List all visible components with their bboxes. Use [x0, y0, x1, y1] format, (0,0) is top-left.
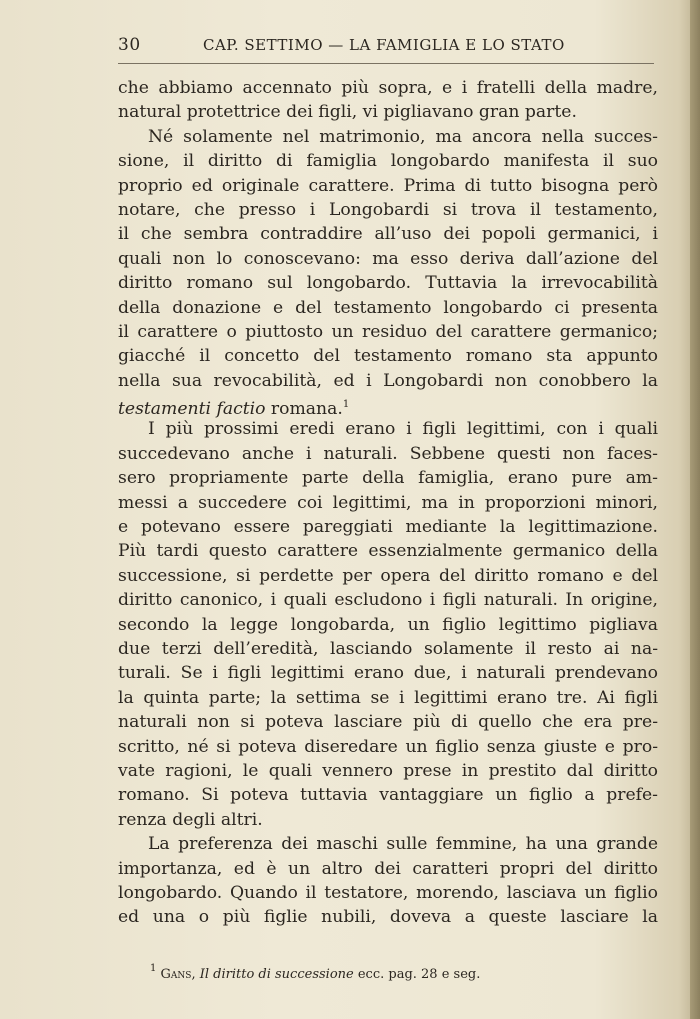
text-line: I più prossimi eredi erano i figli legittimi, con i quali	[148, 419, 658, 440]
text-line: messi a succedere coi legittimi, ma in proporzioni minori,	[118, 492, 658, 513]
text-line: proprio ed originale carattere. Prima di tutto bisogna però	[118, 175, 658, 196]
footnote-marker: 1	[150, 963, 157, 974]
footnote	[150, 963, 630, 982]
footnote-rest: ecc. pag. 28 e seg.	[357, 967, 481, 982]
text-line: ed una o più figlie nubili, doveva a queste lasciare la	[118, 907, 658, 928]
text-line-with-note	[118, 393, 658, 420]
text-line: importanza, ed è un altro dei caratteri propri del diritto	[118, 858, 658, 879]
page-edge	[690, 0, 700, 1019]
text-line: romano. Si poteva tuttavia vantaggiare un figlio a prefe-	[118, 785, 658, 806]
text-line: che abbiamo accennato più sopra, e i fratelli della madre,	[118, 78, 658, 98]
text-line: succedevano anche i naturali. Sebbene questi non faces-	[118, 443, 658, 464]
text-line: scritto, né si poteva diseredare un figlio senza giuste e pro-	[118, 736, 658, 757]
footnote-ref: 1	[342, 399, 350, 411]
text-line: sione, il diritto di famiglia longobardo manifesta il suo	[118, 151, 658, 172]
text-line: della donazione e del testamento longobardo ci presenta	[118, 297, 658, 318]
text-line: renza degli altri.	[118, 809, 263, 830]
text-line: giacché il concetto del testamento romano sta appunto	[118, 346, 658, 367]
text-line: nella sua revocabilità, ed i Longobardi non conobbero la	[118, 370, 658, 391]
text-line: e potevano essere pareggiati mediante la legittimazione.	[118, 517, 658, 538]
text-line: secondo la legge longobarda, un figlio legittimo pigliava	[118, 614, 658, 635]
text-line: vate ragioni, le quali vennero prese in prestito dal diritto	[118, 760, 658, 781]
latin-phrase: testamenti factio	[118, 399, 266, 420]
text-line: la quinta parte; la settima se i legittimi erano tre. Ai figli	[118, 687, 658, 708]
text-line: turali. Se i figli legittimi erano due, i naturali prendevano	[118, 663, 658, 684]
header-rule	[118, 63, 654, 64]
body-text	[118, 76, 658, 930]
text-line: successione, si perdette per opera del diritto romano e del	[118, 565, 658, 586]
text-line: Né solamente nel matrimonio, ma ancora nella succes-	[148, 126, 658, 147]
text-line: La preferenza dei maschi sulle femmine, ha una grande	[148, 834, 658, 855]
text-line: naturali non si poteva lasciare più di quello che era pre-	[118, 712, 658, 733]
text-line: il che sembra contraddire all’uso dei popoli germanici, i	[118, 224, 658, 245]
page-header	[118, 35, 654, 59]
page-number: 30	[118, 35, 141, 55]
text-line: due terzi dell’eredità, lasciando solamente il resto ai na-	[118, 638, 658, 659]
text-line: longobardo. Quando il testatore, morendo, lasciava un figlio	[118, 882, 658, 903]
text-line: sero propriamente parte della famiglia, erano pure am-	[118, 468, 658, 489]
text-line: Più tardi questo carattere essenzialmente germanico della	[118, 541, 658, 562]
text-line: quali non lo conoscevano: ma esso deriva dall’azione del	[118, 248, 658, 269]
text-line: il carattere o piuttosto un residuo del carattere germanico;	[118, 321, 658, 342]
text-line: diritto romano sul longobardo. Tuttavia la irrevocabilità	[118, 273, 658, 294]
running-head: CAP. SETTIMO — LA FAMIGLIA E LO STATO	[203, 36, 565, 54]
text-fragment: romana.	[265, 399, 343, 420]
text-line: diritto canonico, i quali escludono i figli naturali. In origine,	[118, 590, 658, 611]
text-line: natural protettrice dei figli, vi pigliavano gran parte.	[118, 102, 577, 123]
footnote-title: Il diritto di successione	[199, 967, 354, 982]
text-line: notare, che presso i Longobardi si trova il testamento,	[118, 199, 658, 220]
footnote-author: Gans,	[160, 967, 196, 982]
